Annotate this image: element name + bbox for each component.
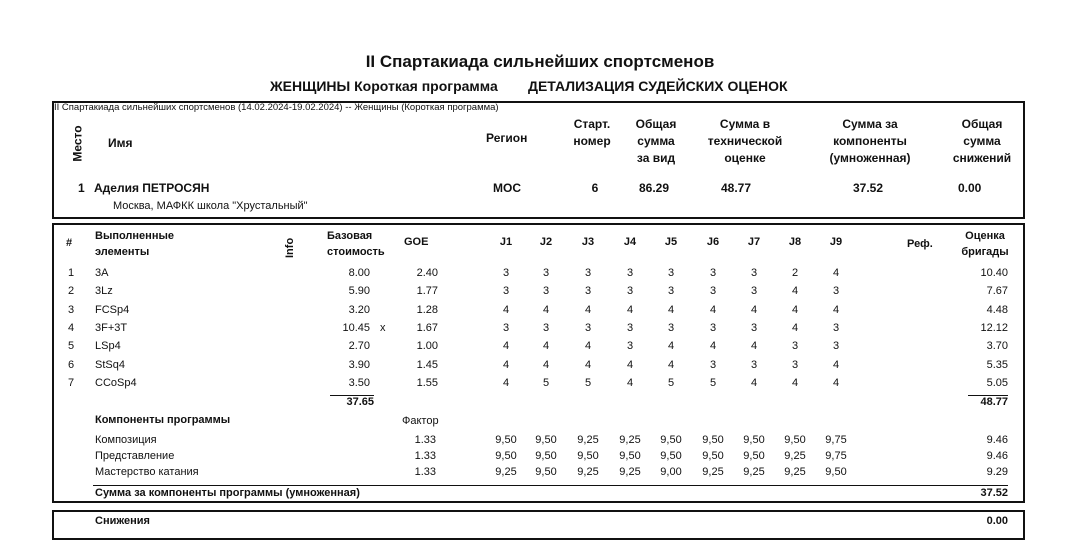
element-number: 5 bbox=[68, 340, 75, 353]
judge-component-mark: 9,50 bbox=[535, 450, 557, 462]
judge-mark: 4 bbox=[791, 303, 799, 316]
info-header: Info bbox=[284, 237, 296, 258]
judge-mark: 5 bbox=[542, 376, 550, 389]
judge-component-mark: 9,75 bbox=[825, 434, 847, 446]
judge-component-mark: 9,50 bbox=[702, 434, 724, 446]
element-mark: x bbox=[380, 321, 386, 334]
component-factor: 1.33 bbox=[414, 434, 436, 446]
judge-component-mark: 9,25 bbox=[577, 434, 599, 446]
judge-mark: 3 bbox=[542, 267, 550, 279]
judge-component-mark: 9,25 bbox=[743, 466, 765, 478]
skater-total-score: 86.29 bbox=[639, 181, 670, 195]
judge-mark: 4 bbox=[750, 376, 758, 389]
element-panel-score: 12.12 bbox=[980, 321, 1008, 334]
judge-mark: 4 bbox=[584, 340, 592, 353]
judge-mark: 3 bbox=[584, 267, 592, 279]
skater-name: Аделия ПЕТРОСЯН bbox=[94, 181, 210, 195]
element-goe: 2.40 bbox=[416, 267, 438, 279]
element-base-value: 3.90 bbox=[348, 358, 370, 371]
judge-mark: 3 bbox=[542, 321, 550, 334]
judge-mark: 3 bbox=[542, 285, 550, 298]
judge-mark: 4 bbox=[626, 303, 634, 316]
judge-mark: 4 bbox=[750, 303, 758, 316]
element-panel-score: 5.35 bbox=[986, 358, 1008, 371]
component-score: 9.29 bbox=[986, 466, 1008, 478]
element-goe: 1.00 bbox=[416, 340, 438, 353]
skater-start-number: 6 bbox=[591, 181, 599, 195]
judge-mark: 4 bbox=[791, 321, 799, 334]
deductions-value: 0.00 bbox=[986, 515, 1008, 527]
element-panel-score: 3.70 bbox=[986, 340, 1008, 353]
judge-header-9: J9 bbox=[829, 236, 843, 248]
judge-mark: 3 bbox=[709, 267, 717, 279]
elements-total-score: 48.77 bbox=[980, 396, 1008, 408]
judge-mark: 4 bbox=[667, 340, 675, 353]
component-score: 9.46 bbox=[986, 450, 1008, 462]
judge-component-mark: 9,00 bbox=[660, 466, 682, 478]
element-number: 7 bbox=[68, 376, 75, 389]
component-name: Представление bbox=[95, 450, 175, 462]
component-name: Мастерство катания bbox=[95, 466, 199, 478]
element-number: 1 bbox=[68, 267, 75, 279]
start-number-header: Старт. номер bbox=[573, 117, 611, 148]
judge-mark: 3 bbox=[502, 321, 510, 334]
judge-mark: 3 bbox=[832, 321, 840, 334]
element-number: 6 bbox=[68, 358, 75, 371]
judge-component-mark: 9,50 bbox=[495, 434, 517, 446]
elements-total-base: 37.65 bbox=[346, 396, 374, 408]
judge-component-mark: 9,25 bbox=[784, 450, 806, 462]
element-number-header: # bbox=[66, 237, 73, 249]
judge-component-mark: 9,50 bbox=[743, 450, 765, 462]
elements-header: Выполненные элементы bbox=[95, 230, 174, 258]
tes-header: Сумма в технической оценке bbox=[707, 117, 783, 165]
element-number: 2 bbox=[68, 285, 75, 298]
component-name: Композиция bbox=[95, 434, 157, 446]
element-base-value: 3.20 bbox=[348, 303, 370, 316]
element-name: FCSp4 bbox=[95, 303, 130, 316]
judge-mark: 4 bbox=[626, 358, 634, 371]
judge-component-mark: 9,50 bbox=[784, 434, 806, 446]
judge-header-2: J2 bbox=[539, 236, 553, 248]
judge-mark: 4 bbox=[542, 358, 550, 371]
judge-component-mark: 9,25 bbox=[577, 466, 599, 478]
judge-component-mark: 9,50 bbox=[702, 450, 724, 462]
judge-mark: 4 bbox=[626, 376, 634, 389]
judge-mark: 3 bbox=[791, 358, 799, 371]
judge-mark: 4 bbox=[709, 340, 717, 353]
judge-mark: 3 bbox=[750, 321, 758, 334]
deductions-box bbox=[52, 510, 1025, 540]
referee-header: Реф. bbox=[907, 238, 933, 250]
element-panel-score: 7.67 bbox=[986, 285, 1008, 298]
region-header: Регион bbox=[486, 131, 528, 145]
judge-mark: 4 bbox=[832, 376, 840, 389]
judge-mark: 3 bbox=[832, 340, 840, 353]
components-title: Компоненты программы bbox=[95, 414, 231, 426]
judge-component-mark: 9,50 bbox=[825, 466, 847, 478]
factor-header: Фактор bbox=[402, 415, 439, 427]
judge-mark: 3 bbox=[626, 285, 634, 298]
judge-header-3: J3 bbox=[581, 236, 595, 248]
skater-place: 1 bbox=[78, 181, 85, 195]
judge-mark: 5 bbox=[709, 376, 717, 389]
total-score-header: Общая сумма за вид bbox=[635, 117, 677, 165]
judge-mark: 4 bbox=[542, 303, 550, 316]
judge-component-mark: 9,50 bbox=[743, 434, 765, 446]
element-number: 3 bbox=[68, 303, 75, 316]
judge-component-mark: 9,50 bbox=[660, 434, 682, 446]
judge-mark: 3 bbox=[626, 321, 634, 334]
judge-mark: 4 bbox=[832, 358, 840, 371]
category-title: ЖЕНЩИНЫ Короткая программа bbox=[270, 78, 498, 94]
judge-mark: 3 bbox=[667, 267, 675, 279]
judge-mark: 4 bbox=[667, 358, 675, 371]
skater-club: Москва, МАФКК школа "Хрустальный" bbox=[113, 200, 308, 212]
judge-mark: 3 bbox=[709, 321, 717, 334]
element-goe: 1.45 bbox=[416, 358, 438, 371]
name-header: Имя bbox=[108, 136, 133, 150]
judge-mark: 3 bbox=[709, 285, 717, 298]
judge-mark: 3 bbox=[750, 285, 758, 298]
skater-region: МОС bbox=[493, 181, 521, 195]
judge-component-mark: 9,50 bbox=[535, 466, 557, 478]
judge-mark: 4 bbox=[502, 376, 510, 389]
judge-mark: 5 bbox=[667, 376, 675, 389]
judge-mark: 4 bbox=[502, 358, 510, 371]
element-name: 3Lz bbox=[95, 285, 113, 298]
components-total-label: Сумма за компоненты программы (умноженная) bbox=[95, 487, 360, 499]
judge-mark: 3 bbox=[832, 285, 840, 298]
judge-mark: 3 bbox=[626, 267, 634, 279]
judge-header-6: J6 bbox=[706, 236, 720, 248]
judge-mark: 4 bbox=[502, 303, 510, 316]
element-name: 3F+3T bbox=[95, 321, 128, 334]
panel-score-header: Оценка бригады bbox=[961, 230, 1009, 258]
element-name: 3A bbox=[95, 267, 109, 279]
judge-mark: 3 bbox=[626, 340, 634, 353]
judge-mark: 3 bbox=[667, 285, 675, 298]
deductions-label: Снижения bbox=[95, 515, 150, 527]
judge-mark: 4 bbox=[502, 340, 510, 353]
element-number: 4 bbox=[68, 321, 75, 334]
element-base-value: 2.70 bbox=[348, 340, 370, 353]
component-score: 9.46 bbox=[986, 434, 1008, 446]
judge-header-4: J4 bbox=[623, 236, 637, 248]
judge-mark: 3 bbox=[750, 267, 758, 279]
element-name: CCoSp4 bbox=[95, 376, 137, 389]
judge-component-mark: 9,75 bbox=[825, 450, 847, 462]
judge-component-mark: 9,25 bbox=[784, 466, 806, 478]
judge-mark: 4 bbox=[832, 303, 840, 316]
judge-mark: 4 bbox=[667, 303, 675, 316]
element-goe: 1.55 bbox=[416, 376, 438, 389]
element-name: LSp4 bbox=[95, 340, 121, 353]
component-factor: 1.33 bbox=[414, 466, 436, 478]
judge-header-8: J8 bbox=[788, 236, 802, 248]
pcs-header: Сумма за компоненты (умноженная) bbox=[829, 117, 911, 165]
judge-component-mark: 9,50 bbox=[619, 450, 641, 462]
goe-header: GOE bbox=[404, 236, 429, 248]
component-factor: 1.33 bbox=[414, 450, 436, 462]
judge-component-mark: 9,50 bbox=[495, 450, 517, 462]
judge-mark: 4 bbox=[832, 267, 840, 279]
skater-pcs: 37.52 bbox=[853, 181, 884, 195]
judge-component-mark: 9,50 bbox=[577, 450, 599, 462]
event-line: II Спартакиада сильнейших спортсменов (14.02.2024-19.02.2024) -- Женщины (Короткая программа) bbox=[54, 102, 499, 113]
judge-mark: 4 bbox=[584, 303, 592, 316]
judge-mark: 4 bbox=[709, 303, 717, 316]
judge-mark: 4 bbox=[791, 376, 799, 389]
judge-mark: 3 bbox=[750, 358, 758, 371]
page-title: II Спартакиада сильнейших спортсменов bbox=[365, 52, 715, 71]
judge-header-1: J1 bbox=[499, 236, 513, 248]
element-panel-score: 5.05 bbox=[986, 376, 1008, 389]
judge-header-5: J5 bbox=[664, 236, 678, 248]
element-goe: 1.67 bbox=[416, 321, 438, 334]
judge-mark: 3 bbox=[584, 321, 592, 334]
judge-mark: 4 bbox=[584, 358, 592, 371]
document-type-title: ДЕТАЛИЗАЦИЯ СУДЕЙСКИХ ОЦЕНОК bbox=[528, 78, 788, 94]
skater-deductions: 0.00 bbox=[958, 181, 982, 195]
judge-component-mark: 9,50 bbox=[660, 450, 682, 462]
element-goe: 1.77 bbox=[416, 285, 438, 298]
judge-mark: 4 bbox=[542, 340, 550, 353]
element-base-value: 8.00 bbox=[348, 267, 370, 279]
element-panel-score: 10.40 bbox=[980, 267, 1008, 279]
skater-tes: 48.77 bbox=[721, 181, 752, 195]
judge-mark: 2 bbox=[791, 267, 799, 279]
components-total-rule bbox=[93, 485, 1008, 486]
deductions-header: Общая сумма снижений bbox=[952, 117, 1012, 165]
judge-mark: 3 bbox=[502, 285, 510, 298]
judge-mark: 3 bbox=[502, 267, 510, 279]
element-base-value: 5.90 bbox=[348, 285, 370, 298]
element-base-value: 10.45 bbox=[342, 321, 370, 334]
element-name: StSq4 bbox=[95, 358, 125, 371]
judge-component-mark: 9,25 bbox=[619, 466, 641, 478]
judge-mark: 4 bbox=[791, 285, 799, 298]
base-value-header: Базовая стоимость bbox=[327, 230, 385, 258]
judge-mark: 5 bbox=[584, 376, 592, 389]
judge-mark: 4 bbox=[750, 340, 758, 353]
judge-mark: 3 bbox=[667, 321, 675, 334]
components-total-score: 37.52 bbox=[980, 487, 1008, 499]
judge-component-mark: 9,25 bbox=[702, 466, 724, 478]
judge-component-mark: 9,25 bbox=[619, 434, 641, 446]
judge-mark: 3 bbox=[584, 285, 592, 298]
judge-component-mark: 9,50 bbox=[535, 434, 557, 446]
judge-mark: 3 bbox=[791, 340, 799, 353]
element-panel-score: 4.48 bbox=[986, 303, 1008, 316]
place-header: Место bbox=[70, 125, 85, 162]
judge-component-mark: 9,25 bbox=[495, 466, 517, 478]
judge-header-7: J7 bbox=[747, 236, 761, 248]
judge-mark: 3 bbox=[709, 358, 717, 371]
element-base-value: 3.50 bbox=[348, 376, 370, 389]
element-goe: 1.28 bbox=[416, 303, 438, 316]
